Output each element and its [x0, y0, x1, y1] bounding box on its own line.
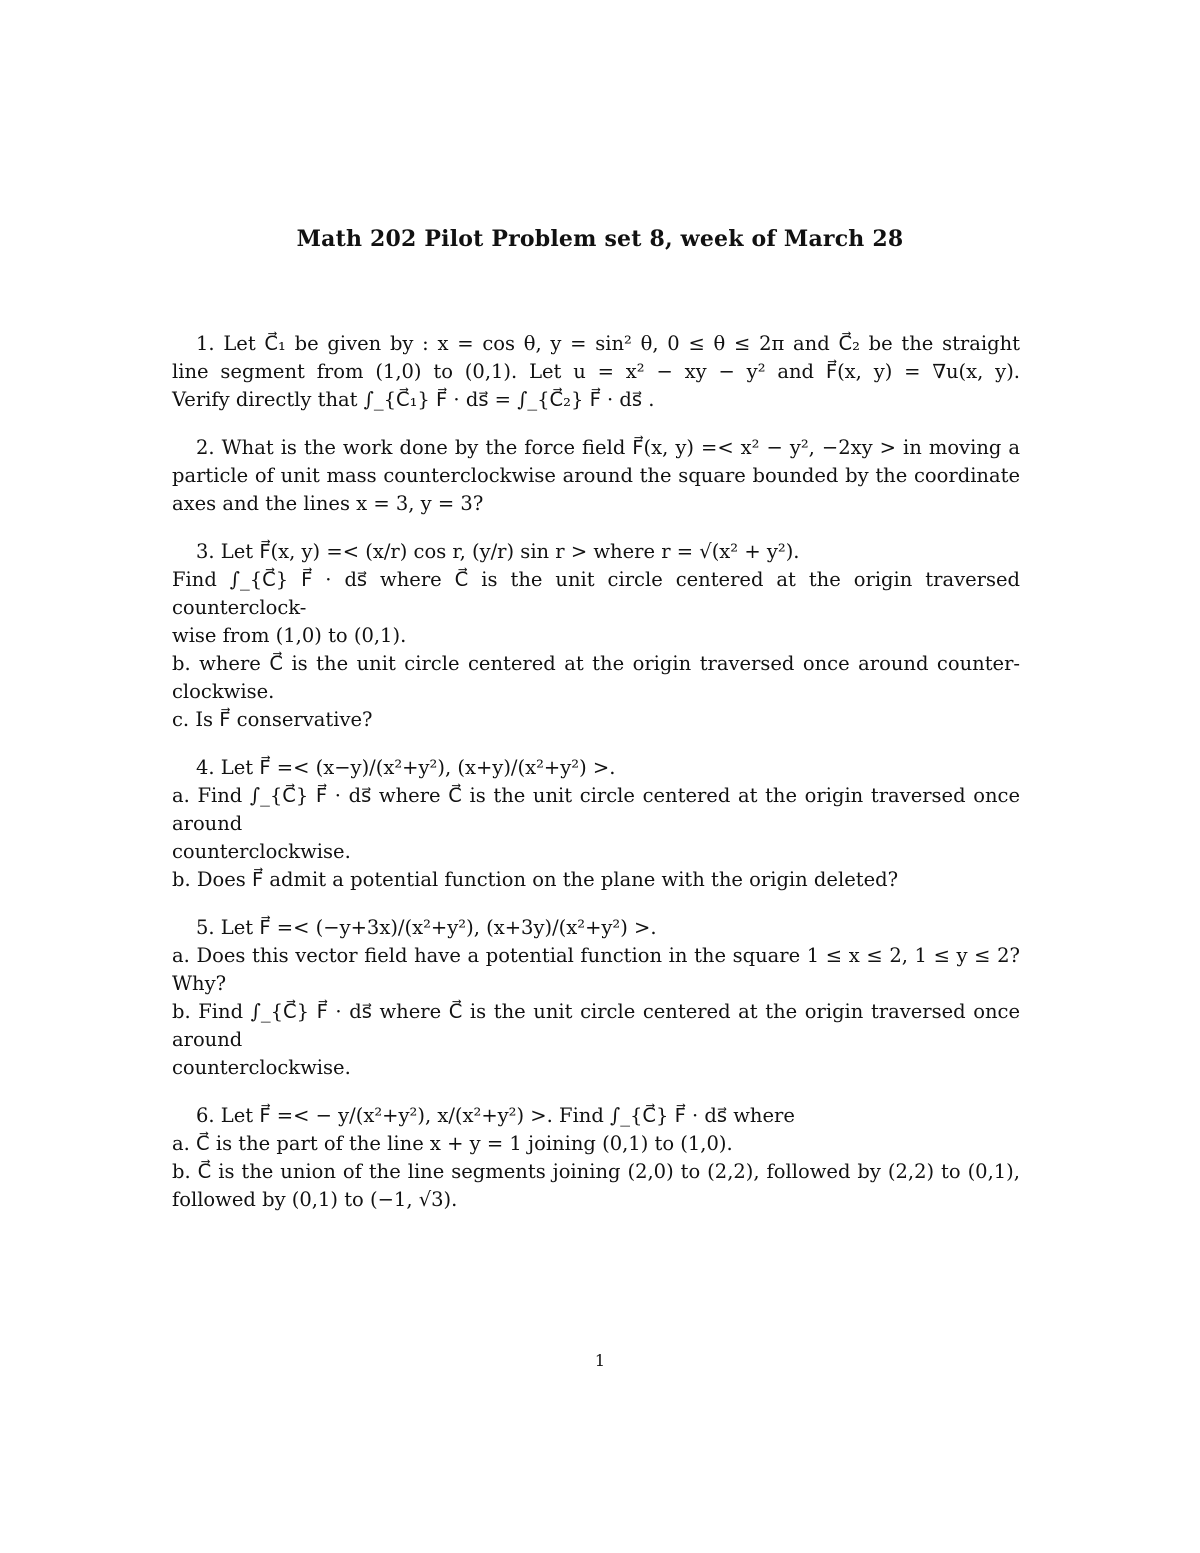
problem-5: [172, 914, 1020, 1082]
problem-line: b. Find ∫_{C⃗} F⃗ · ds⃗ where C⃗ is the unit circle centered at the origin traversed once around: [172, 1000, 1020, 1051]
problem-line: counterclockwise.: [172, 1056, 351, 1079]
problem-line: b. C⃗ is the union of the line segments joining (2,0) to (2,2), followed by (2,2) to (0,1),: [172, 1160, 1020, 1183]
problem-line: c. Is F⃗ conservative?: [172, 708, 373, 731]
problem-line: a. Does this vector field have a potential function in the square 1 ≤ x ≤ 2, 1 ≤ y ≤ 2?: [172, 944, 1020, 967]
problem-line: b. where C⃗ is the unit circle centered at the origin traversed once around counter-: [172, 652, 1020, 675]
problem-line: 6. Let F⃗ =< − y/(x²+y²), x/(x²+y²) >. Find ∫_{C⃗} F⃗ · ds⃗ where: [196, 1104, 795, 1127]
problem-line: Find ∫_{C⃗} F⃗ · ds⃗ where C⃗ is the unit circle centered at the origin traversed counterclock-: [172, 568, 1020, 619]
problem-line: b. Does F⃗ admit a potential function on the plane with the origin deleted?: [172, 868, 899, 891]
problem-line: clockwise.: [172, 680, 275, 703]
problem-1: [172, 330, 1020, 414]
problem-line: 5. Let F⃗ =< (−y+3x)/(x²+y²), (x+3y)/(x²+y²) >.: [196, 916, 657, 939]
problem-list: [172, 330, 1020, 1234]
problem-line: line segment from (1,0) to (0,1). Let u = x² − xy − y² and F⃗(x, y) = ∇u(x, y).: [172, 360, 1020, 383]
problem-line: axes and the lines x = 3, y = 3?: [172, 492, 484, 515]
problem-2: [172, 434, 1020, 518]
problem-line: followed by (0,1) to (−1, √3).: [172, 1188, 458, 1211]
problem-line: Why?: [172, 972, 227, 995]
problem-line: 2. What is the work done by the force field F⃗(x, y) =< x² − y², −2xy > in moving a: [196, 436, 1020, 459]
problem-3: [172, 538, 1020, 734]
problem-line: a. C⃗ is the part of the line x + y = 1 joining (0,1) to (1,0).: [172, 1132, 733, 1155]
problem-line: wise from (1,0) to (0,1).: [172, 624, 407, 647]
problem-line: Verify directly that ∫_{C⃗₁} F⃗ · ds⃗ = ∫_{C⃗₂} F⃗ · ds⃗ .: [172, 388, 655, 411]
problem-line: particle of unit mass counterclockwise around the square bounded by the coordinate: [172, 464, 1020, 487]
problem-line: a. Find ∫_{C⃗} F⃗ · ds⃗ where C⃗ is the unit circle centered at the origin traversed once around: [172, 784, 1020, 835]
problem-line: 3. Let F⃗(x, y) =< (x/r) cos r, (y/r) sin r > where r = √(x² + y²).: [196, 540, 800, 563]
problem-line: counterclockwise.: [172, 840, 351, 863]
problem-line: 4. Let F⃗ =< (x−y)/(x²+y²), (x+y)/(x²+y²) >.: [196, 756, 616, 779]
page-number: 1: [594, 1351, 606, 1370]
document-title: Math 202 Pilot Problem set 8, week of March 28: [296, 226, 904, 252]
problem-4: [172, 754, 1020, 894]
problem-6: [172, 1102, 1020, 1214]
problem-line: 1. Let C⃗₁ be given by : x = cos θ, y = sin² θ, 0 ≤ θ ≤ 2π and C⃗₂ be the straight: [196, 332, 1020, 355]
